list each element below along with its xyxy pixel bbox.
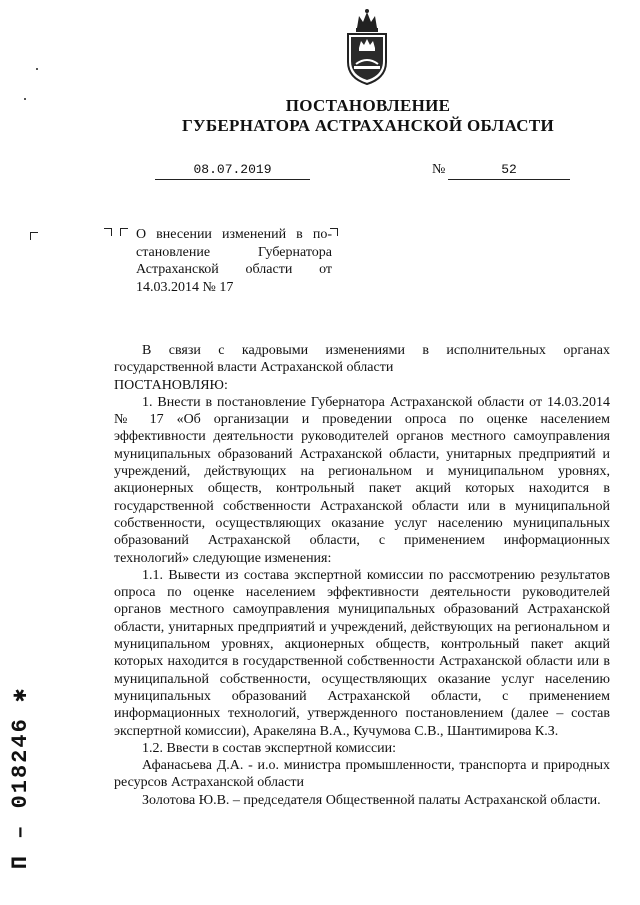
number-sign: №	[432, 162, 446, 177]
document-number: 52	[448, 162, 570, 180]
coat-of-arms-emblem	[340, 6, 394, 86]
serial-stamp: П – 018246 ✱	[8, 686, 33, 870]
document-title: ПОСТАНОВЛЕНИЕ	[285, 96, 451, 115]
appointee-item: Золотова Ю.В. – председателя Общественной палаты Астраханской области.	[142, 792, 601, 808]
clause-1: 1. Внести в постановление Губернатора Астраханской области от 14.03.2014 № 17 «Об организации и проведении опроса по оценке населением эффективности деятельности руководителей органов местного самоуправления муниципальных образований Астраханской области, унитарных предприятий и учреждений, действующих на региональном и муниципальном уровнях, акционерных обществ, контрольный пакет акций которых находится в государственной собственности Астраханской области или в муниципальной собственности, осуществляющих оказание услуг населению муниципальных образований Астраханской области, с применением информационных технологий» следующие изменения:	[114, 394, 610, 566]
document-issuer: ГУБЕРНАТОРА АСТРАХАНСКОЙ ОБЛАСТИ	[181, 116, 555, 135]
document-body	[114, 342, 610, 809]
scan-speck	[36, 68, 38, 70]
subject-line: Астраханской области от	[136, 262, 332, 277]
clause-1-2: 1.2. Ввести в состав экспертной комиссии:	[142, 740, 397, 756]
document-date: 08.07.2019	[155, 162, 310, 180]
subject-line: 14.03.2014 № 17	[136, 279, 234, 295]
left-margin-bracket	[30, 232, 38, 240]
subject-bracket-left	[120, 228, 128, 236]
document-subject	[136, 226, 332, 296]
scan-speck	[24, 98, 26, 100]
resolution-word: ПОСТАНОВЛЯЮ:	[114, 377, 228, 393]
clause-1-1: 1.1. Вывести из состава экспертной комиссии по рассмотрению результатов опроса по оценке населением эффективности деятельности руководителей органов местного самоуправления муниципальных образований Астраханской области, унитарных предприятий и учреждений, действующих на региональном и муниципальном уровнях, акционерных обществ, контрольный пакет акций которых находится в государственной собственности Астраханской области или в муниципальной собственности, осуществляющих оказание услуг населению муниципальных образований Астраханской области, с применением информационных технологий, утвержденного постановлением (далее – состав экспертной комиссии), Аракеляна В.А., Кучумова С.В., Шантимирова К.З.	[114, 567, 610, 739]
subject-bracket-left-tick	[104, 228, 112, 236]
preamble-paragraph: В связи с кадровыми изменениями в исполнительных органах государственной власти Астраханской области	[114, 343, 610, 376]
subject-line: становление Губернатора	[136, 244, 332, 260]
appointee-item: Афанасьева Д.А. - и.о. министра промышленности, транспорта и природных ресурсов Астраханской области	[114, 758, 610, 791]
subject-line: О внесении изменений в по-	[136, 227, 332, 242]
